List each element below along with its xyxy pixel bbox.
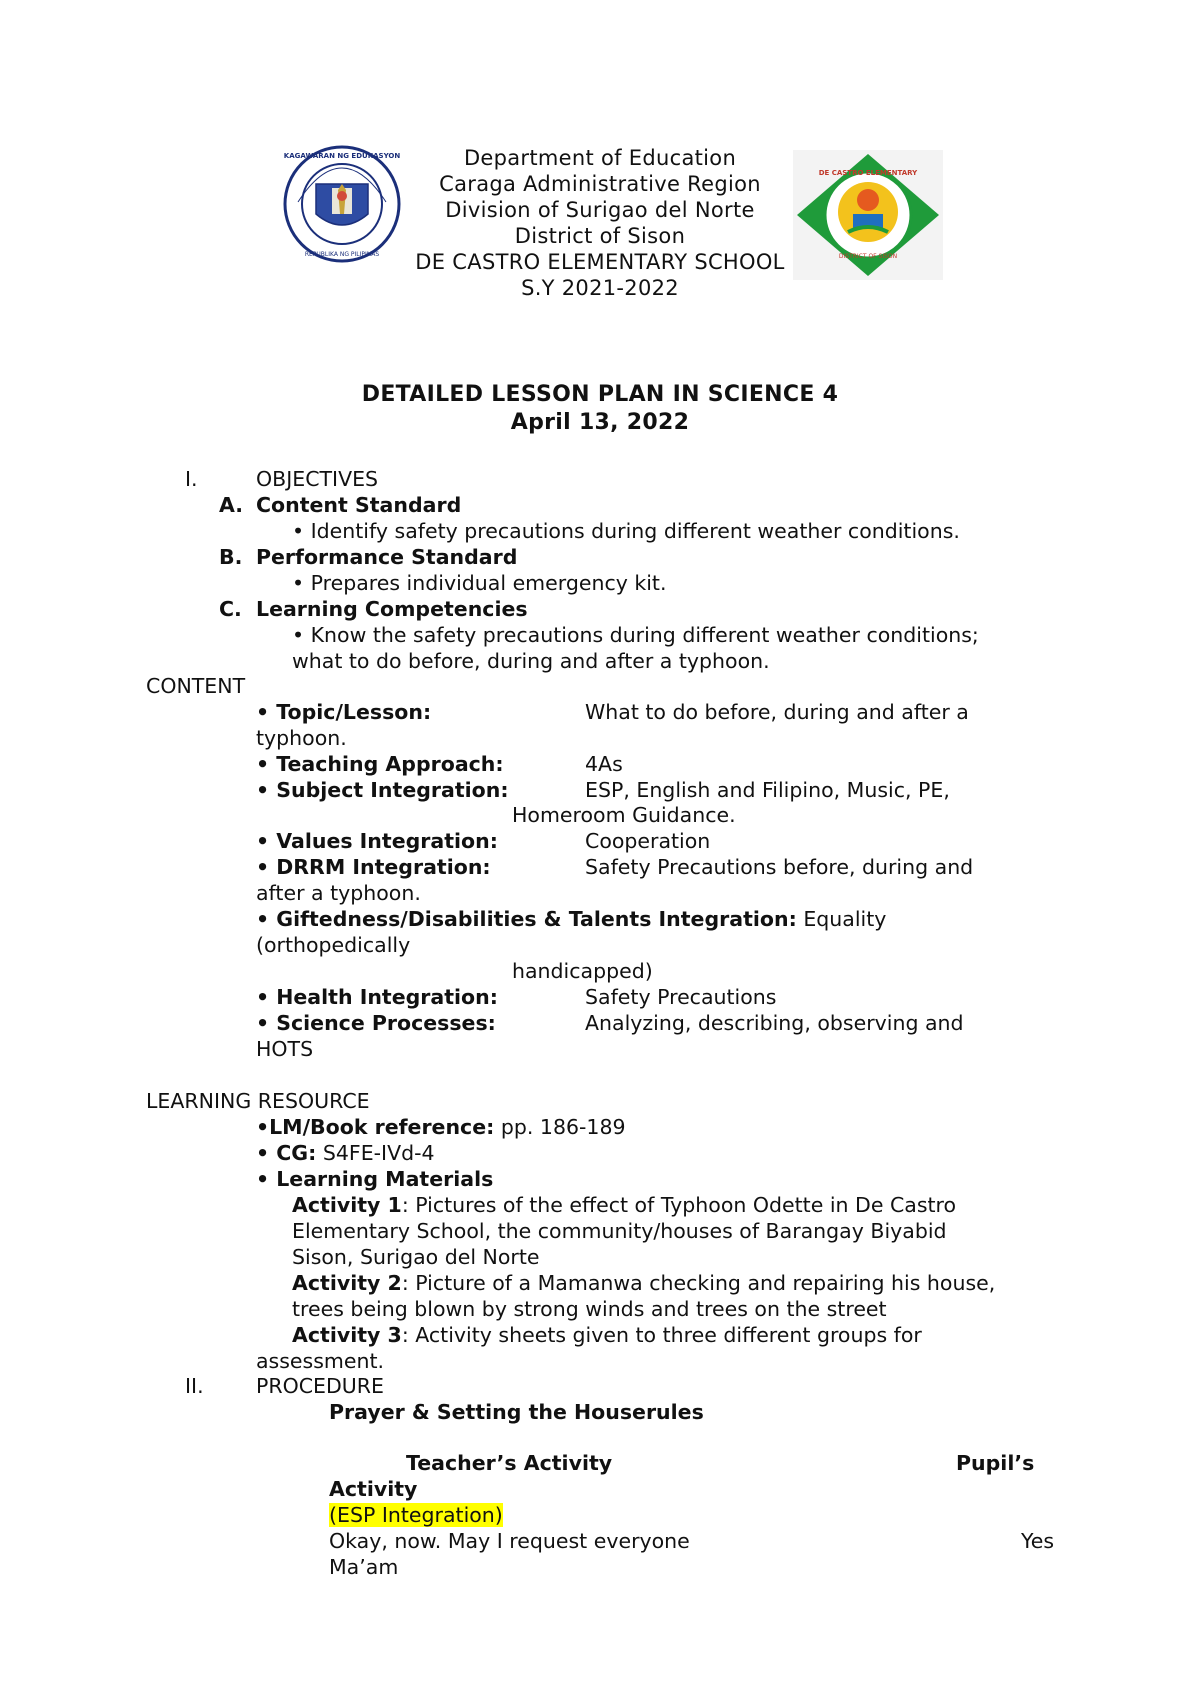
activity-3-line [292,1322,922,1348]
header-school-year: S.Y 2021-2022 [521,276,679,300]
activity-2-text: : Picture of a Mamanwa checking and repairing his house, [401,1271,996,1295]
cg-label: • CG: [256,1141,317,1165]
learning-competencies-label: Learning Competencies [256,597,528,621]
approach-label: • Teaching Approach: [256,752,504,776]
activity-2-line [292,1270,995,1296]
activity-3-label: Activity 3 [292,1323,402,1347]
subject-integration-value: ESP, English and Filipino, Music, PE, [585,778,950,802]
page-title: DETAILED LESSON PLAN IN SCIENCE 4 [361,382,839,407]
teacher-line: Okay, now. May I request everyone [329,1529,690,1553]
science-processes-value: Analyzing, describing, observing and [585,1011,964,1035]
activity-3-cont: assessment. [256,1349,385,1373]
learning-competencies-letter: C. [219,597,242,621]
pupil-reply-cont: Ma’am [329,1555,399,1579]
activity-1-line [292,1192,956,1218]
values-integration-label: • Values Integration: [256,829,498,853]
esp-integration-highlight: (ESP Integration) [329,1503,503,1527]
procedure-heading: PROCEDURE [256,1374,384,1398]
drrm-integration-value: Safety Precautions before, during and [585,855,974,879]
performance-standard-text: • Prepares individual emergency kit. [292,571,667,595]
performance-standard-label: Performance Standard [256,545,518,569]
subject-integration-label: • Subject Integration: [256,778,509,802]
learning-materials-label: • Learning Materials [256,1167,494,1191]
page-date: April 13, 2022 [510,410,690,435]
objectives-roman: I. [185,467,198,491]
svg-text:REPUBLIKA NG PILIPINAS: REPUBLIKA NG PILIPINAS [304,251,380,258]
cg-value: S4FE-IVd-4 [322,1141,435,1165]
topic-value-cont: typhoon. [256,726,347,750]
activity-1-cont-1: Elementary School, the community/houses of Barangay Biyabid [292,1219,947,1243]
pupil-activity-header: Pupil’s [956,1451,1035,1475]
activity-1-text: : Pictures of the effect of Typhoon Odette in De Castro [401,1193,957,1217]
giftedness-cont-2: handicapped) [512,959,653,983]
activity-1-cont-2: Sison, Surigao del Norte [292,1245,540,1269]
activity-1-label: Activity 1 [292,1193,402,1217]
learning-competencies-text: • Know the safety precautions during different weather conditions; [292,623,979,647]
header-district: District of Sison [514,224,686,248]
svg-text:DE CASTRO ELEMENTARY: DE CASTRO ELEMENTARY [818,169,918,177]
giftedness-line [256,906,886,932]
giftedness-cont-1: (orthopedically [256,933,411,957]
header-division: Division of Surigao del Norte [445,198,755,222]
drrm-integration-cont: after a typhoon. [256,881,421,905]
activity-3-text: : Activity sheets given to three different groups for [401,1323,922,1347]
subject-integration-cont: Homeroom Guidance. [512,803,736,827]
teacher-activity-header: Teacher’s Activity [406,1451,613,1475]
learning-resource-heading: LEARNING RESOURCE [146,1089,370,1113]
science-processes-label: • Science Processes: [256,1011,496,1035]
activity-2-label: Activity 2 [292,1271,402,1295]
content-standard-text: • Identify safety precautions during different weather conditions. [292,519,960,543]
topic-label: • Topic/Lesson: [256,700,432,724]
prayer-heading: Prayer & Setting the Houserules [329,1400,704,1424]
performance-standard-letter: B. [219,545,243,569]
lm-reference-value: pp. 186-189 [500,1115,626,1139]
lm-reference-line [256,1114,626,1140]
topic-value: What to do before, during and after a [585,700,969,724]
values-integration-value: Cooperation [585,829,711,853]
giftedness-value: Equality [803,907,887,931]
svg-text:DISTRICT OF SISON: DISTRICT OF SISON [838,253,898,260]
content-standard-label: Content Standard [256,493,462,517]
science-processes-cont: HOTS [256,1037,314,1061]
activity-header-cont: Activity [329,1477,418,1501]
pupil-reply: Yes [1021,1529,1055,1553]
lm-reference-label: •LM/Book reference: [256,1115,495,1139]
content-standard-letter: A. [219,493,244,517]
cg-line [256,1140,435,1166]
content-heading: CONTENT [146,674,246,698]
approach-value: 4As [585,752,623,776]
esp-integration-tag [329,1502,503,1528]
activity-2-cont: trees being blown by strong winds and trees on the street [292,1297,887,1321]
giftedness-label: • Giftedness/Disabilities & Talents Integration: [256,907,797,931]
drrm-integration-label: • DRRM Integration: [256,855,491,879]
health-integration-value: Safety Precautions [585,985,777,1009]
health-integration-label: • Health Integration: [256,985,498,1009]
learning-competencies-text-cont: what to do before, during and after a typhoon. [292,649,770,673]
header-department: Department of Education [463,146,737,170]
objectives-heading: OBJECTIVES [256,467,379,491]
header-school: DE CASTRO ELEMENTARY SCHOOL [415,250,785,274]
header-region: Caraga Administrative Region [439,172,761,196]
procedure-roman: II. [185,1374,204,1398]
svg-text:KAGAWARAN NG EDUKASYON: KAGAWARAN NG EDUKASYON [283,152,401,160]
